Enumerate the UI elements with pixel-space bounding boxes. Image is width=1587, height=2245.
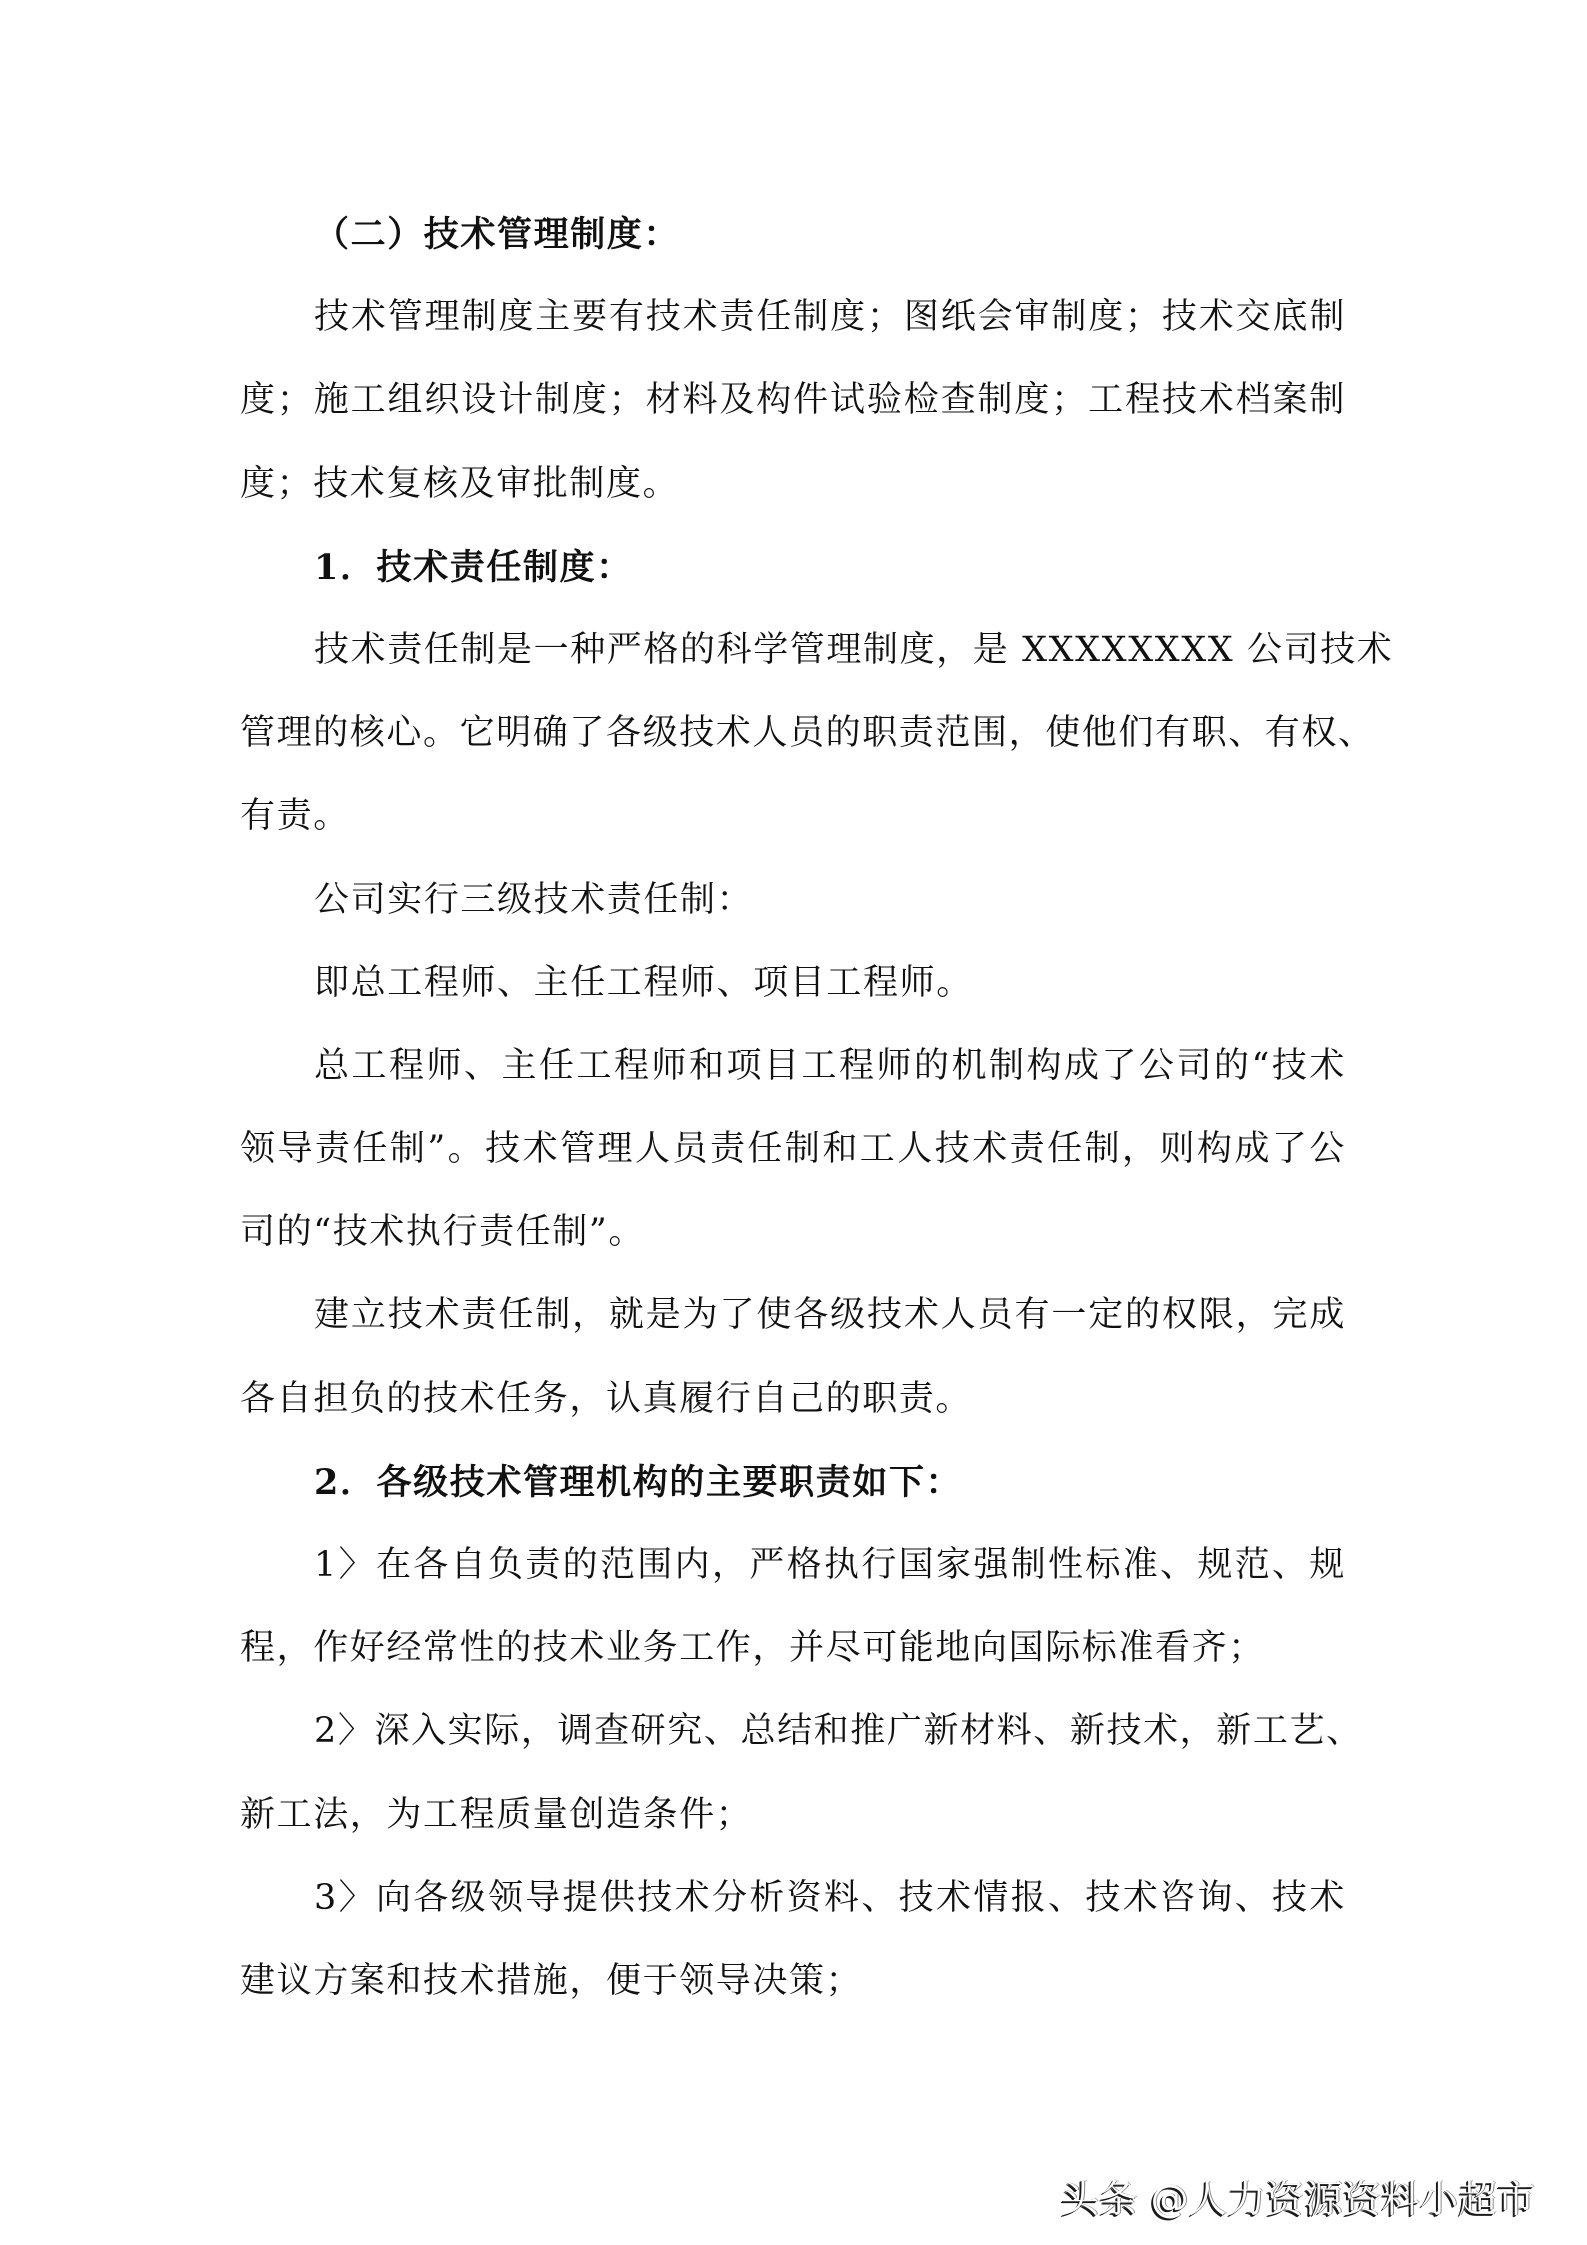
paragraph-line: 领导责任制”。技术管理人员责任制和工人技术责任制，则构成了公 [240,1129,1346,1170]
paragraph-line: 建立技术责任制，就是为了使各级技术人员有一定的权限，完成 [314,1295,1346,1336]
list-item-1-line: 程，作好经常性的技术业务工作，并尽可能地向国际标准看齐； [240,1628,1265,1669]
paragraph-line: 总工程师、主任工程师和项目工程师的机制构成了公司的“技术 [314,1045,1346,1086]
paragraph-line: 公司实行三级技术责任制： [314,879,754,920]
paragraph-line: 有责。 [240,796,350,837]
paragraph-line: 度；技术复核及审批制度。 [240,463,680,504]
watermark-text: 头条 @人力资源资料小超市 [1061,2177,1536,2221]
list-item-2-line: 2〉深入实际，调查研究、总结和推广新材料、新技术，新工艺、 [314,1711,1363,1752]
document-body [240,193,1394,2023]
subheading-management-duties: 2．各级技术管理机构的主要职责如下： [314,1461,963,1503]
paragraph-line: 度；施工组织设计制度；材料及构件试验检查制度；工程技术档案制 [240,380,1346,421]
list-item-1-line: 1〉在各自负责的范围内，严格执行国家强制性标准、规范、规 [314,1545,1346,1585]
paragraph-line: 技术责任制是一种严格的科学管理制度，是 XXXXXXXX 公司技术 [314,629,1394,670]
paragraph-line: 各自担负的技术任务，认真履行自己的职责。 [240,1378,973,1419]
list-item-3-line: 3〉向各级领导提供技术分析资料、技术情报、技术咨询、技术 [314,1877,1346,1918]
paragraph-line: 技术管理制度主要有技术责任制度；图纸会审制度；技术交底制 [314,297,1346,338]
subheading-tech-responsibility: 1．技术责任制度： [314,546,633,588]
section-heading: （二）技术管理制度： [314,214,681,255]
paragraph-line: 管理的核心。它明确了各级技术人员的职责范围，使他们有职、有权、 [240,713,1375,754]
paragraph-line: 司的“技术执行责任制”。 [240,1212,645,1253]
list-item-3-line: 建议方案和技术措施，便于领导决策； [240,1960,863,2001]
list-item-2-line: 新工法，为工程质量创造条件； [240,1794,753,1835]
paragraph-line: 即总工程师、主任工程师、项目工程师。 [314,962,973,1003]
